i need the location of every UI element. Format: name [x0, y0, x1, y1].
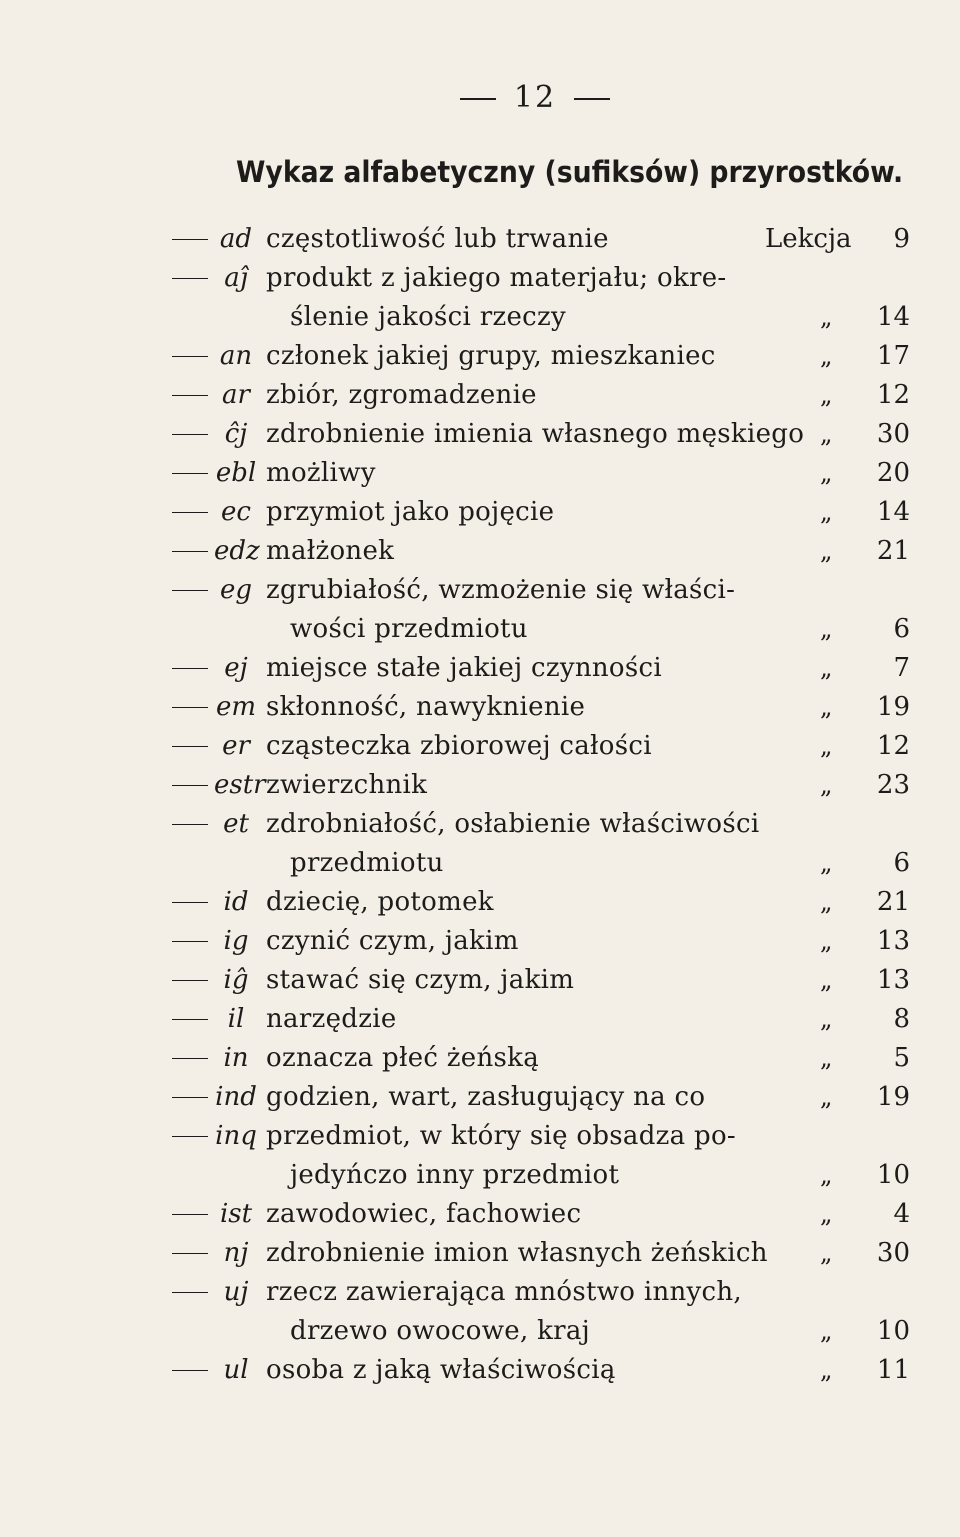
entry-suffix: iĝ: [223, 965, 249, 995]
entry-meaning: przymiot jako pojęcie: [266, 497, 555, 527]
entry-row: [0, 727, 960, 766]
entry-suffix: et: [223, 809, 249, 839]
entry-row: [0, 1273, 960, 1312]
page-number-dash-right: [574, 98, 610, 100]
entry-row: [0, 1039, 960, 1078]
entry-row: [0, 376, 960, 415]
entry-row: [0, 1000, 960, 1039]
entry-lesson-number: 8: [893, 1004, 910, 1034]
entry-lesson-number: 6: [893, 848, 910, 878]
entry-dash: [172, 551, 208, 552]
entry-lesson-number: 10: [876, 1316, 910, 1346]
entry-lesson-number: 11: [876, 1355, 910, 1385]
entry-continuation-row: [0, 1156, 960, 1195]
entry-ditto-mark: „: [820, 459, 833, 487]
entry-meaning: narzędzie: [266, 1004, 397, 1034]
entry-ditto-mark: „: [820, 1083, 833, 1111]
entry-suffix: id: [223, 887, 249, 917]
entry-ditto-mark: „: [820, 1317, 833, 1345]
entry-ditto-mark: „: [820, 849, 833, 877]
entry-ditto-mark: „: [820, 615, 833, 643]
entry-ditto-mark: „: [820, 771, 833, 799]
entry-suffix: ind: [215, 1082, 257, 1112]
entry-ditto-mark: „: [820, 1239, 833, 1267]
entry-ditto-mark: „: [820, 1005, 833, 1033]
entry-meaning: czynić czym, jakim: [266, 926, 519, 956]
entry-dash: [172, 824, 208, 825]
entry-dash: [172, 1058, 208, 1059]
entry-meaning: jedyńczo inny przedmiot: [290, 1160, 620, 1190]
entry-dash: [172, 707, 208, 708]
entry-row: [0, 532, 960, 571]
entry-suffix: ĉj: [224, 419, 248, 449]
entry-dash: [172, 1214, 208, 1215]
entry-continuation-row: [0, 298, 960, 337]
entry-suffix: ebl: [215, 458, 257, 488]
entry-lesson-number: 10: [876, 1160, 910, 1190]
entry-lesson-number: 20: [876, 458, 910, 488]
entry-ditto-mark: „: [820, 1356, 833, 1384]
entry-row: [0, 766, 960, 805]
entry-lesson-number: 13: [876, 926, 910, 956]
entry-suffix: estr: [214, 770, 266, 800]
entry-row: [0, 337, 960, 376]
entry-suffix: ec: [221, 497, 251, 527]
entry-meaning: zdrobnienie imion własnych żeńskich: [266, 1238, 768, 1268]
entry-lesson-number: 13: [876, 965, 910, 995]
entry-meaning: wości przedmiotu: [290, 614, 528, 644]
entry-suffix: ej: [224, 653, 248, 683]
entry-lesson-number: 30: [876, 1238, 910, 1268]
entry-meaning: miejsce stałe jakiej czynności: [266, 653, 663, 683]
entry-dash: [172, 1370, 208, 1371]
entry-ditto-mark: „: [820, 693, 833, 721]
page-number-dash-left: [460, 98, 496, 100]
entry-meaning: zwierzchnik: [266, 770, 428, 800]
entry-lesson-number: 9: [893, 224, 910, 254]
entry-ditto-mark: „: [820, 303, 833, 331]
entry-dash: [172, 941, 208, 942]
entry-meaning: drzewo owocowe, kraj: [290, 1316, 591, 1346]
entry-meaning: członek jakiej grupy, mieszkaniec: [266, 341, 716, 371]
entry-lesson-number: 21: [876, 887, 910, 917]
entry-meaning: zawodowiec, fachowiec: [266, 1199, 582, 1229]
entry-row: [0, 571, 960, 610]
entry-lesson-number: 30: [876, 419, 910, 449]
entry-ditto-mark: „: [820, 966, 833, 994]
entry-lesson-label: Lekcja: [765, 224, 852, 254]
entry-dash: [172, 239, 208, 240]
page-title: Wykaz alfabetyczny (sufiksów) przyrostków.: [236, 155, 904, 189]
entry-row: [0, 805, 960, 844]
entry-row: [0, 922, 960, 961]
entry-dash: [172, 590, 208, 591]
entry-ditto-mark: „: [820, 381, 833, 409]
entry-suffix: eg: [219, 575, 253, 605]
entry-meaning: dziecię, potomek: [266, 887, 494, 917]
entry-row: [0, 454, 960, 493]
entry-meaning: możliwy: [266, 458, 376, 488]
entry-lesson-number: 12: [876, 731, 910, 761]
entry-dash: [172, 395, 208, 396]
entry-ditto-mark: „: [820, 1200, 833, 1228]
entry-meaning: produkt z jakiego materjału; okre-: [266, 263, 727, 293]
entry-dash: [172, 473, 208, 474]
entry-lesson-number: 23: [876, 770, 910, 800]
entry-suffix: er: [222, 731, 250, 761]
entry-ditto-mark: „: [820, 342, 833, 370]
entry-row: [0, 649, 960, 688]
entry-row: [0, 1117, 960, 1156]
entry-suffix: ig: [223, 926, 249, 956]
entry-meaning: przedmiotu: [290, 848, 444, 878]
entry-row: [0, 493, 960, 532]
entry-row: [0, 220, 960, 259]
entry-dash: [172, 1253, 208, 1254]
entry-ditto-mark: „: [820, 927, 833, 955]
entry-meaning: skłonność, nawyknienie: [266, 692, 586, 722]
entry-dash: [172, 668, 208, 669]
entry-suffix: inq: [215, 1121, 257, 1151]
entry-dash: [172, 1136, 208, 1137]
entry-lesson-number: 6: [893, 614, 910, 644]
entry-row: [0, 688, 960, 727]
entry-suffix: aĵ: [224, 263, 248, 293]
entry-continuation-row: [0, 610, 960, 649]
entry-lesson-number: 17: [876, 341, 910, 371]
entry-ditto-mark: „: [820, 420, 833, 448]
entry-row: [0, 1351, 960, 1390]
entry-ditto-mark: „: [820, 1161, 833, 1189]
entry-lesson-number: 21: [876, 536, 910, 566]
entry-dash: [172, 356, 208, 357]
entry-suffix: nj: [223, 1238, 249, 1268]
entry-meaning: godzien, wart, zasługujący na co: [266, 1082, 706, 1112]
entry-suffix: an: [219, 341, 253, 371]
entry-suffix: edz: [214, 536, 260, 566]
entry-meaning: rzecz zawierająca mnóstwo innych,: [266, 1277, 742, 1307]
entry-lesson-number: 4: [893, 1199, 910, 1229]
entry-dash: [172, 278, 208, 279]
entry-dash: [172, 785, 208, 786]
page-number-value: 12: [513, 80, 557, 115]
entry-suffix: in: [223, 1043, 249, 1073]
entry-row: [0, 415, 960, 454]
entry-continuation-row: [0, 1312, 960, 1351]
entry-row: [0, 1078, 960, 1117]
entry-row: [0, 1195, 960, 1234]
entry-meaning: małżonek: [266, 536, 395, 566]
entry-row: [0, 259, 960, 298]
entry-dash: [172, 902, 208, 903]
entry-suffix: ist: [219, 1199, 253, 1229]
entry-continuation-row: [0, 844, 960, 883]
entry-dash: [172, 746, 208, 747]
entry-meaning: ślenie jakości rzeczy: [290, 302, 566, 332]
entry-meaning: zdrobniałość, osłabienie właściwości: [266, 809, 760, 839]
entry-meaning: cząsteczka zbiorowej całości: [266, 731, 652, 761]
entry-dash: [172, 434, 208, 435]
entry-ditto-mark: „: [820, 654, 833, 682]
entry-dash: [172, 980, 208, 981]
entry-suffix: em: [215, 692, 257, 722]
entry-dash: [172, 1292, 208, 1293]
entry-row: [0, 1234, 960, 1273]
entry-dash: [172, 1019, 208, 1020]
entry-meaning: zdrobnienie imienia własnego męskiego: [266, 419, 805, 449]
page-number: [0, 80, 960, 115]
entry-lesson-number: 19: [876, 692, 910, 722]
entry-lesson-number: 12: [876, 380, 910, 410]
entry-suffix: uj: [223, 1277, 249, 1307]
entry-meaning: zgrubiałość, wzmożenie się właści-: [266, 575, 736, 605]
entry-meaning: oznacza płeć żeńską: [266, 1043, 540, 1073]
entry-lesson-number: 19: [876, 1082, 910, 1112]
entry-dash: [172, 512, 208, 513]
suffix-list: [0, 220, 960, 1390]
entry-lesson-number: 14: [876, 497, 910, 527]
entry-suffix: ar: [222, 380, 250, 410]
entry-ditto-mark: „: [820, 1044, 833, 1072]
entry-suffix: ad: [219, 224, 253, 254]
entry-suffix: il: [227, 1004, 245, 1034]
entry-lesson-number: 5: [893, 1043, 910, 1073]
entry-dash: [172, 1097, 208, 1098]
entry-ditto-mark: „: [820, 888, 833, 916]
entry-row: [0, 961, 960, 1000]
entry-lesson-number: 7: [893, 653, 910, 683]
entry-ditto-mark: „: [820, 732, 833, 760]
entry-ditto-mark: „: [820, 537, 833, 565]
entry-meaning: osoba z jaką właściwością: [266, 1355, 616, 1385]
entry-meaning: stawać się czym, jakim: [266, 965, 575, 995]
entry-row: [0, 883, 960, 922]
entry-suffix: ul: [223, 1355, 249, 1385]
entry-ditto-mark: „: [820, 498, 833, 526]
entry-meaning: częstotliwość lub trwanie: [266, 224, 609, 254]
entry-meaning: zbiór, zgromadzenie: [266, 380, 537, 410]
entry-meaning: przedmiot, w który się obsadza po-: [266, 1121, 736, 1151]
entry-lesson-number: 14: [876, 302, 910, 332]
